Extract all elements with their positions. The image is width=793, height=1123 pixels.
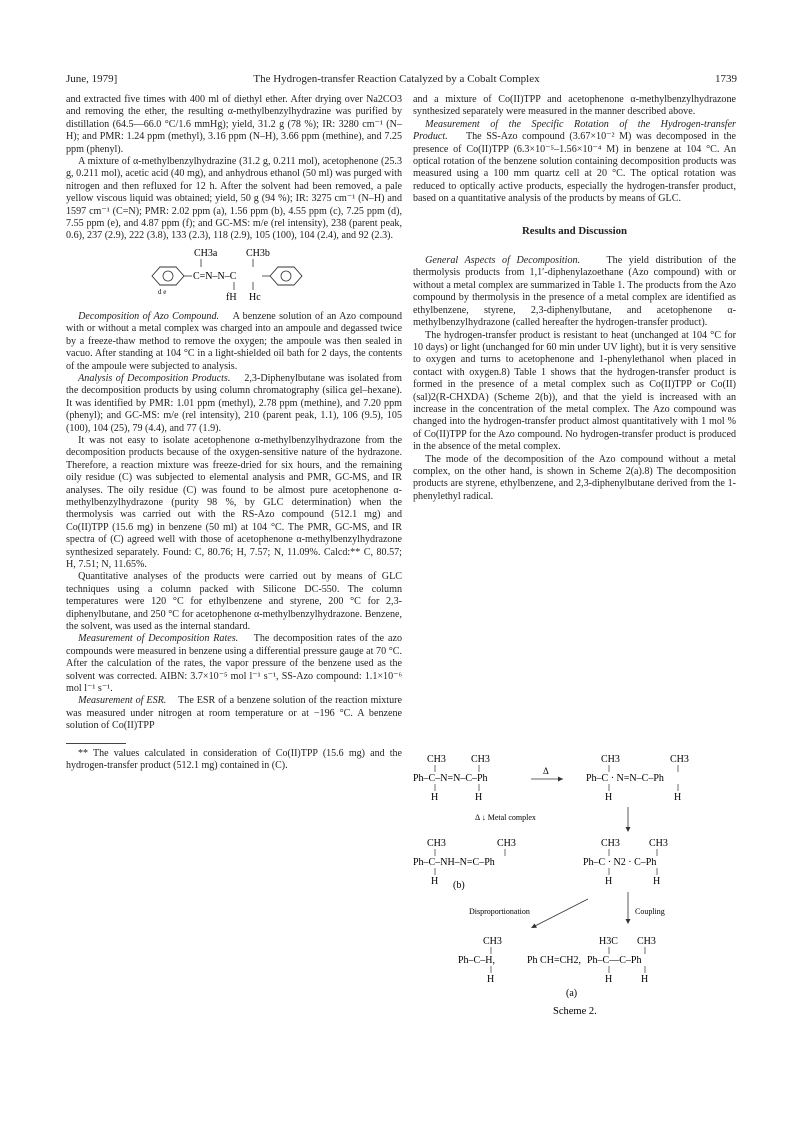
running-header-left: June, 1979] bbox=[66, 73, 118, 85]
scheme-h: H bbox=[475, 792, 483, 803]
paragraph-hydrazone-isolation: It was not easy to isolate acetophenone α-methylbenzylhydrazone from the decomposition products because of the oxygen-sensitive nature of the hydrazone. Therefore, a reaction mixture was freeze-dried for six hours, and the remaining oily residue (C) was subjected to elemental analysis and PMR, GC-MS, and IR analyses. The oily residue (C) was found to be almost pure acetophenone α-methylbenzylhydrazone (purity 98 %, by GLC determination) when the thermolysis was carried out with the RS-Azo compound (512.1 mg) and Co(II)TPP (15.6 mg) in benzene (50 ml) at 104 °C. The PMR, GC-MS, and IR spectra of (C) agreed well with those of acetophenone α-methylbenzylhydrazone synthesized separately. Found: C, 80.76; H, 7.57; N, 11.09%. Calcd:** C, 80.57; H, 7.51; N, 11.65%. bbox=[66, 434, 402, 570]
footnote: ** The values calculated in consideration of Co(II)TPP (15.6 mg) and the hydrogen-transfer product (512.1 mg) contained in (C). bbox=[66, 747, 402, 771]
subsection-title: Decomposition of Azo Compound. bbox=[78, 310, 220, 322]
left-column bbox=[66, 94, 402, 772]
subsection-title: Measurement of ESR. bbox=[78, 695, 167, 707]
paragraph-general-aspects bbox=[413, 255, 736, 329]
paragraph-hydrazone-synthesis: A mixture of α-methylbenzylhydrazine (31.2 g, 0.211 mol), acetophenone (25.3 g, 0.211 mol), acetic acid (40 mg), and anhydrous ethanol (50 ml) was purged with nitrogen and then refluxed for 12 h. After the solvent had been removed, a pale yellow viscous liquid was obtained; yield, 50 g (94 %); IR: 3275 cm⁻¹ (N–H) and 1597 cm⁻¹ (C=N); PMR: 2.02 ppm (a), 1.56 ppm (b), 4.55 ppm (c), 7.25 ppm (d), 7.55 ppm (e), and 4.87 ppm (f); and GC-MS: m/e (rel intensity), 238 (parent peak, 0.6), 237 (2.9), 222 (3.8), 133 (2.3), 118 (2.9), 105 (100), 104 (2.4), and 92 (2.3). bbox=[66, 156, 402, 242]
scheme-ch3: CH3 bbox=[649, 838, 668, 849]
subsection-title: Measurement of Decomposition Rates. bbox=[78, 633, 239, 645]
paragraph-decomposition-mode: The mode of the decomposition of the Azo compound without a metal complex, on the other hand, is shown in Scheme 2(a).8) The decomposition products are styrene, ethylbenzene, and 2,3-diphenylbutane derived from the 1-phenylethyl radical. bbox=[413, 453, 736, 502]
scheme-styrene: Ph CH=CH2, bbox=[527, 955, 581, 966]
scheme-ch3: CH3 bbox=[670, 754, 689, 765]
paragraph-text: 2,3-Diphenylbutane was isolated from the decomposition products by using column chromatography (silica gel–hexane). It was identified by PMR: 1.01 ppm (methyl), 2.78 ppm (methine), and 7.20 ppm (phenyl); and GC-MS: m/e (rel intensity), 210 (parent peak, 1.1), 106 (9.5), 105 (100), 104 (25), 79 (4.4), and 77 (1.9). bbox=[66, 372, 403, 434]
scheme-radical-pair: Ph–C · N=N–C–Ph bbox=[586, 773, 664, 784]
paragraph-rates bbox=[66, 633, 402, 695]
subsection-title: General Aspects of Decomposition. bbox=[425, 255, 581, 267]
scheme-disproportionation-label: Disproportionation bbox=[469, 907, 530, 916]
scheme-coupling-label: Coupling bbox=[635, 907, 665, 916]
scheme-hydrazone: Ph–C–NH–N=C–Ph bbox=[413, 857, 495, 868]
scheme-label-b: (b) bbox=[453, 880, 465, 891]
paragraph-analysis bbox=[66, 373, 402, 435]
scheme-ch3: CH3 bbox=[483, 936, 502, 947]
scheme-ethylbenzene: Ph–C–H, bbox=[458, 955, 495, 966]
scheme-h3c: H3C bbox=[599, 936, 618, 947]
scheme-h: H bbox=[431, 876, 439, 887]
paragraph-hydrazine: and extracted five times with 400 ml of diethyl ether. After drying over Na2CO3 and removing the ether, the resulting α-methylbenzylhydrazine was purified by distillation (64.5—66.0 °C/1.6 mmHg); yield, 31.2 g (78 %); IR: 3280 cm⁻¹ (N–H); and PMR: 1.24 ppm (methyl), 3.16 ppm (N–H), 3.66 ppm (methine), and 7.25 ppm (phenyl). bbox=[66, 94, 402, 155]
paragraph-text: A benzene solution of an Azo compound with or without a metal complex was charged into an ampoule and degassed twice by a freeze-thaw method to remove the oxygen; the ampoule was then sealed in vacuo. After standing at 104 °C in a light-shielded oil bath for 2 days, the contents of the ampoule were subjected to analysis. bbox=[66, 310, 402, 372]
scheme-h: H bbox=[674, 792, 682, 803]
structure-chain: C=N–N–C bbox=[193, 270, 237, 282]
structure-ch3a: CH3a bbox=[194, 247, 218, 259]
hydrazone-structure bbox=[66, 245, 402, 311]
scheme-ch3: CH3 bbox=[637, 936, 656, 947]
paragraph-text: The yield distribution of the thermolysis products from 1,1′-diphenylazoethane (Azo compound) with or without a metal complex are summarized in Table 1. The products from the Azo compound by thermolysis in the presence of a metal complex are identified as ethylbenzene, styrene, 2,3-diphenylbutane, and acetophenone α-methylbenzylhydrazone (called hereafter the hydrogen-transfer product). bbox=[413, 255, 737, 329]
scheme-azo-compound: Ph–C–N=N–C–Ph bbox=[413, 773, 488, 784]
scheme-2-diagram bbox=[413, 752, 736, 1020]
paragraph-text: The decomposition rates of the azo compounds were measured in benzene using a differential pressure gauge at 70 °C. After the calculation of the rates, the vapor pressure of the benzene used as the solvent was corrected. AIBN: 3.7×10⁻⁵ mol l⁻¹ s⁻¹, SS-Azo compound: 1.1×10⁻⁶ mol l⁻¹ s⁻¹. bbox=[66, 633, 403, 695]
scheme-ch3: CH3 bbox=[471, 754, 490, 765]
scheme-ch3: CH3 bbox=[601, 838, 620, 849]
subsection-title: Analysis of Decomposition Products. bbox=[78, 372, 231, 384]
structure-ring-label: d e bbox=[158, 287, 167, 296]
paragraph-glc: Quantitative analyses of the products were carried out by means of GLC techniques using a column packed with Silicone DC-550. The column temperatures were 120 °C for ethylbenzene and styrene, 200 °C for 2,3-diphenylbutane, and 250 °C for acetophenone α-methylbenzylhydrazone. Benzene, the solvent, was used as the internal standard. bbox=[66, 571, 402, 633]
section-heading: Results and Discussion bbox=[521, 224, 627, 237]
structure-h-c: Hc bbox=[249, 291, 261, 303]
scheme-label-a: (a) bbox=[566, 988, 578, 999]
scheme-h: H bbox=[605, 876, 613, 887]
paragraph-esr-continued: and a mixture of Co(II)TPP and acetophenone α-methylbenzylhydrazone synthesized separately were measured in the manner described above. bbox=[413, 94, 736, 118]
scheme-h: H bbox=[605, 974, 613, 985]
scheme-ch3: CH3 bbox=[427, 754, 446, 765]
structure-h-f: fH bbox=[226, 291, 237, 303]
scheme-h: H bbox=[487, 974, 495, 985]
paragraph-text: The SS-Azo compound (3.67×10⁻² M) was decomposed in the presence of Co(II)TPP (6.3×10⁻⁵–1.56×10⁻⁴ M) in benzene at 104 °C. An optical rotation of the benzene solution containing decomposition products was measured using a 100 mm quartz cell at 20 °C. The optical rotation was reduced to optically active products, especially the hydrogen-transfer product, based on a quantitative analysis of the products by means of GLC. bbox=[413, 131, 737, 205]
running-header-title: The Hydrogen-transfer Reaction Catalyzed by a Cobalt Complex bbox=[253, 73, 540, 85]
scheme-h: H bbox=[653, 876, 661, 887]
structure-ch3b: CH3b bbox=[246, 247, 270, 259]
page-number: 1739 bbox=[715, 73, 737, 85]
scheme-metal-complex-label: Δ ↓ Metal complex bbox=[475, 813, 536, 822]
right-column bbox=[413, 94, 736, 503]
footnote-rule bbox=[66, 743, 126, 744]
paragraph-hydrogen-transfer: The hydrogen-transfer product is resistant to heat (unchanged at 104 °C for 10 days) or light (unchanged for 60 min under UV light), but it is very sensitive to oxygen and turns to acetophenone and 1-phenylethanol when placed in contact with oxygen.8) Table 1 shows that the hydrogen-transfer product is formed in the presence of a metal complex such as Co(II)TPP or Co(II)(sal)2(R-CHXDA) (Scheme 2(b)), and that the yield is increased with an increase in the concentration of the metal complex. The Azo compound was changed into the hydrogen-transfer product almost quantitatively with 1 mol % of Co(II)TPP for the Azo compound. No hydrogen-transfer product is produced in the absence of the metal complex. bbox=[413, 329, 736, 453]
scheme-caption: Scheme 2. bbox=[553, 1006, 597, 1017]
scheme-h: H bbox=[431, 792, 439, 803]
paragraph-esr bbox=[66, 695, 402, 732]
scheme-ch3: CH3 bbox=[427, 838, 446, 849]
scheme-delta: Δ bbox=[543, 766, 549, 776]
scheme-ch3: CH3 bbox=[497, 838, 516, 849]
scheme-radicals-n2: Ph–C · N2 · C–Ph bbox=[583, 857, 657, 868]
paragraph-decomposition bbox=[66, 311, 402, 373]
scheme-ch3: CH3 bbox=[601, 754, 620, 765]
scheme-h: H bbox=[605, 792, 613, 803]
scheme-h: H bbox=[641, 974, 649, 985]
scheme-diphenylbutane: Ph–C––C–Ph bbox=[587, 955, 642, 966]
paragraph-text: The ESR of a benzene solution of the reaction mixture was measured under nitrogen at room temperature or at −196 °C. A benzene solution of Co(II)TPP bbox=[66, 695, 402, 732]
paragraph-specific-rotation bbox=[413, 119, 736, 206]
subsection-title: Measurement of the Specific Rotation of the Hydrogen-transfer Product. bbox=[413, 118, 736, 143]
